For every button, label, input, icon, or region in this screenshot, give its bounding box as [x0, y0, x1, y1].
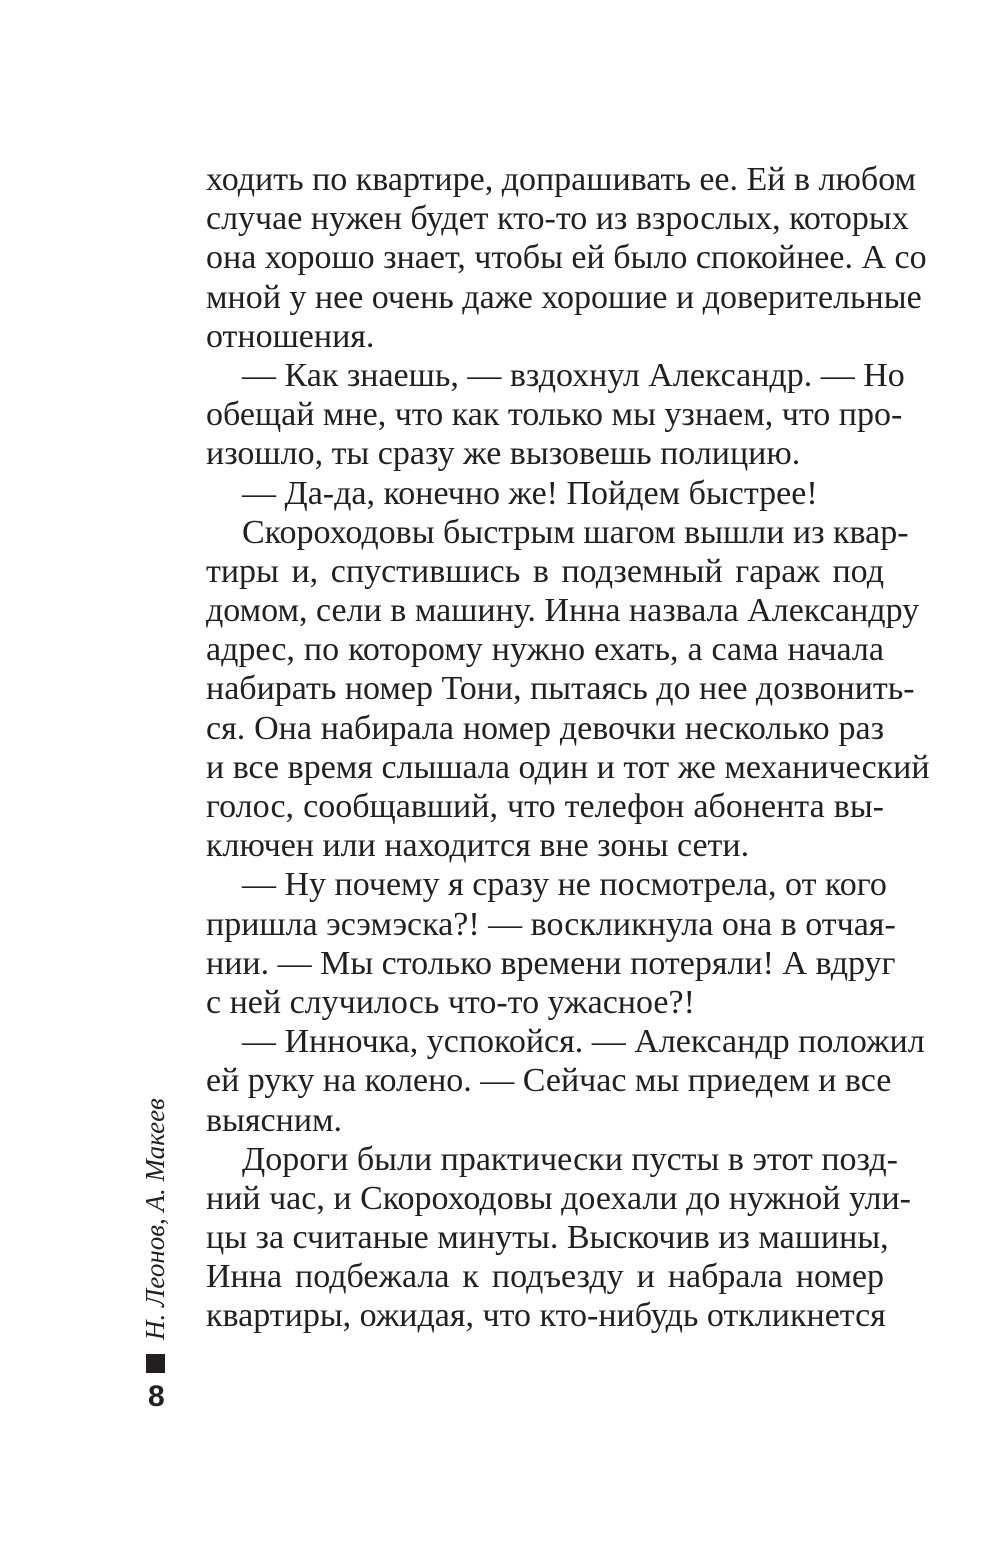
text-line: ходить по квартире, допрашивать ее. Ей в любом [206, 161, 917, 198]
text-line: отношения. [206, 317, 375, 355]
text-line: цы за считаные минуты. Выскочив из машины, [206, 1219, 889, 1257]
text-line: — Ну почему я сразу не посмотрела, от кого [242, 866, 887, 904]
text-line: тиры и, спустившись в подземный гараж под [206, 552, 884, 590]
text-line: домом, сели в машину. Инна назвала Александру [206, 592, 920, 630]
text-line: — Инночка, успокойся. — Александр положил [242, 1023, 925, 1061]
text-line: мной у нее очень даже хорошие и доверительные [206, 278, 922, 316]
square-marker-icon [146, 1354, 165, 1373]
text-line: Инна подбежала к подъезду и набрала номер [206, 1258, 884, 1296]
text-line: нии. — Мы столько времени потеряли! А вдруг [206, 944, 896, 982]
text-line: и все время слышала один и тот же механический [206, 748, 930, 786]
body-text [206, 160, 930, 1336]
text-line: обещай мне, что как только мы узнаем, что про- [206, 396, 903, 434]
text-line: — Да-да, конечно же! Пойдем быстрее! [242, 474, 818, 512]
text-line: пришла эсэмэска?! — воскликнула она в отчая- [206, 905, 896, 943]
text-line: набирать номер Тони, пытаясь до нее дозвонить- [206, 670, 915, 708]
text-line: случае нужен будет кто-то из взрослых, которых [206, 200, 909, 238]
text-line: Дороги были практически пусты в этот позд- [242, 1140, 898, 1178]
running-head [140, 1098, 171, 1373]
text-line: ключен или находится вне зоны сети. [206, 827, 750, 865]
text-line: голос, сообщавший, что телефон абонента вы- [206, 788, 884, 825]
text-line: изошло, ты сразу же вызовешь полицию. [206, 435, 801, 473]
text-line: с ней случилось что-то ужасное?! [206, 983, 695, 1021]
text-line: она хорошо знает, чтобы ей было спокойнее. А со [206, 239, 927, 277]
text-line: выясним. [206, 1101, 343, 1139]
text-line: ний час, и Скороходовы доехали до нужной ули- [206, 1179, 911, 1217]
text-line: ей руку на колено. — Сейчас мы приедем и все [206, 1062, 892, 1100]
text-line: ся. Она набирала номер девочки несколько раз [206, 709, 884, 747]
page-number: 8 [148, 1380, 165, 1413]
text-line: — Как знаешь, — вздохнул Александр. — Но [242, 356, 905, 394]
running-head-text: Н. Леонов, А. Макеев [140, 1098, 170, 1340]
text-line: квартиры, ожидая, что кто-нибудь откликнется [206, 1297, 886, 1335]
text-line: адрес, по которому нужно ехать, а сама начала [206, 631, 884, 669]
text-line: Скороходовы быстрым шагом вышли из квар- [242, 513, 909, 551]
